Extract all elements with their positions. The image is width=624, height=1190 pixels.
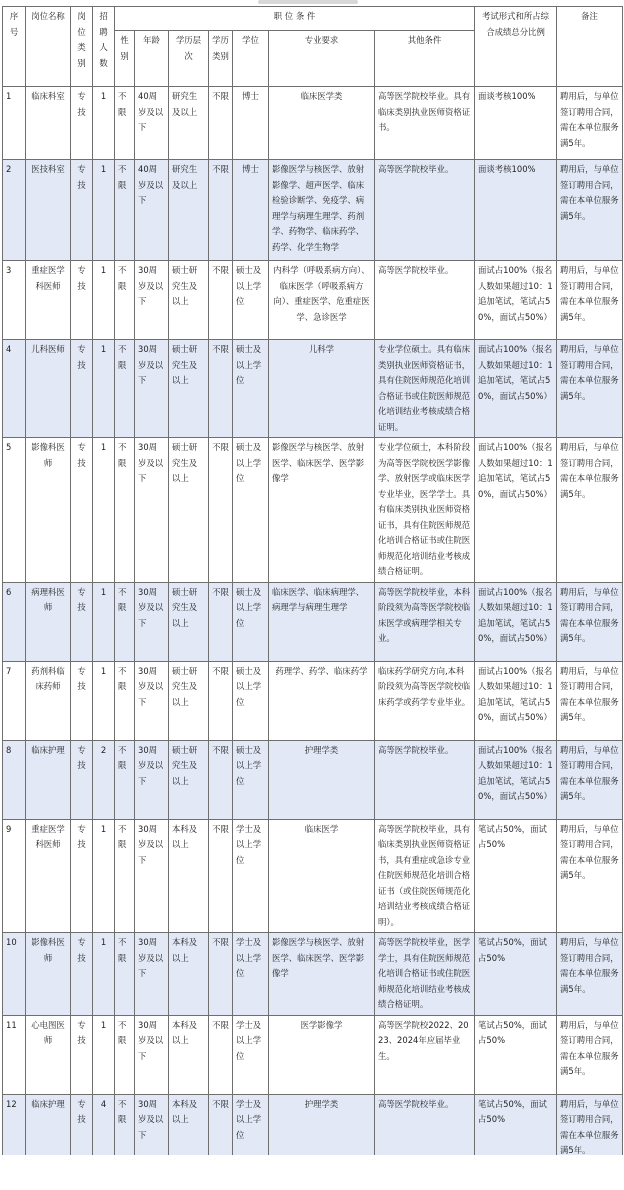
- cell-age: 30周岁及以下: [135, 261, 169, 340]
- header-remark: 备注: [557, 7, 623, 87]
- cell-seq: 8: [3, 740, 26, 819]
- cell-level: 硕士研究生及以上: [169, 438, 209, 583]
- table-row: [3, 582, 623, 661]
- table-row: [3, 661, 623, 740]
- table-row: [3, 933, 623, 1016]
- cell-degree: 博士: [233, 160, 269, 261]
- cell-remark: 聘用后，与单位签订聘用合同，需在本单位服务满5年。: [557, 1094, 623, 1167]
- cell-seq: 1: [3, 87, 26, 160]
- cell-remark: 聘用后，与单位签订聘用合同，需在本单位服务满5年。: [557, 340, 623, 438]
- cell-gender: 不限: [115, 438, 135, 583]
- cell-level: 硕士研究生及以上: [169, 740, 209, 819]
- cell-gender: 不限: [115, 1094, 135, 1167]
- table-row: [3, 1015, 623, 1094]
- cell-major: 药理学、药学、临床药学: [269, 661, 375, 740]
- cell-major: 影像医学与核医学、放射医学、临床医学、医学影像学: [269, 438, 375, 583]
- header-degree: 学位: [233, 31, 269, 87]
- cell-age: 30周岁及以下: [135, 582, 169, 661]
- table-body: [3, 87, 623, 1168]
- table-row: [3, 340, 623, 438]
- cell-type: 专技: [71, 340, 93, 438]
- table-row: [3, 819, 623, 933]
- cell-seq: 7: [3, 661, 26, 740]
- cell-age: 30周岁及以下: [135, 1015, 169, 1094]
- cell-other: 高等医学院校毕业。: [375, 160, 475, 261]
- cell-exam: 面试占100%（报名人数如果超过10：1追加笔试，笔试占50%，面试占50%）: [475, 261, 557, 340]
- cell-age: 40周岁及以下: [135, 160, 169, 261]
- header-post-type: 岗位类别: [71, 7, 93, 87]
- cell-seq: 11: [3, 1015, 26, 1094]
- cell-gender: 不限: [115, 160, 135, 261]
- cell-edu-type: 不限: [209, 87, 233, 160]
- cell-post: 心电图医师: [26, 1015, 71, 1094]
- cell-other: 高等医学院校毕业，具有临床类别执业医师资格证书，具有重症或急诊专业住院医师规范化培训合格证书（或住院医师规范化培训结业考核成绩合格证明）。: [375, 819, 475, 933]
- cell-edu-type: 不限: [209, 661, 233, 740]
- cell-post: 临床科室: [26, 87, 71, 160]
- cell-level: 硕士研究生及以上: [169, 340, 209, 438]
- cell-major: 影像医学与核医学、放射医学、临床医学、医学影像学: [269, 933, 375, 1016]
- cell-type: 专技: [71, 87, 93, 160]
- cell-remark: 聘用后，与单位签订聘用合同，需在本单位服务满5年。: [557, 582, 623, 661]
- cell-gender: 不限: [115, 340, 135, 438]
- cell-edu-type: 不限: [209, 819, 233, 933]
- cell-exam: 面谈考核100%: [475, 160, 557, 261]
- cell-seq: 10: [3, 933, 26, 1016]
- header-exam: 考试形式和所占综合成绩总分比例: [475, 7, 557, 87]
- cell-exam: 笔试占50%，面试占50%: [475, 819, 557, 933]
- cell-count: 1: [93, 261, 115, 340]
- cell-post: 影像科医师: [26, 438, 71, 583]
- cell-edu-type: 不限: [209, 933, 233, 1016]
- cell-type: 专技: [71, 438, 93, 583]
- cell-gender: 不限: [115, 740, 135, 819]
- cell-gender: 不限: [115, 661, 135, 740]
- cell-edu-type: 不限: [209, 1015, 233, 1094]
- cell-seq: 5: [3, 438, 26, 583]
- cell-remark: 聘用后，与单位签订聘用合同，需在本单位服务满5年。: [557, 87, 623, 160]
- cell-count: 1: [93, 661, 115, 740]
- cell-degree: 硕士及以上学位: [233, 340, 269, 438]
- cell-seq: 9: [3, 819, 26, 933]
- cell-other: 高等医学院校毕业。具有临床类别执业医师资格证书。: [375, 87, 475, 160]
- cell-level: 本科及以上: [169, 1015, 209, 1094]
- cell-remark: 聘用后，与单位签订聘用合同，需在本单位服务满5年。: [557, 1015, 623, 1094]
- cell-seq: 12: [3, 1094, 26, 1167]
- cell-type: 专技: [71, 582, 93, 661]
- cell-type: 专技: [71, 1015, 93, 1094]
- cell-other: 临床药学研究方向,本科阶段须为高等医学院校临床药学或药学专业毕业。: [375, 661, 475, 740]
- cell-major: 护理学类: [269, 1094, 375, 1167]
- cell-count: 1: [93, 87, 115, 160]
- header-major: 专业要求: [269, 31, 375, 87]
- cell-major: 临床医学: [269, 819, 375, 933]
- cell-degree: 学士及以上学位: [233, 1015, 269, 1094]
- cell-major: 内科学（呼吸系病方向）、临床医学（呼吸系病方向）、重症医学、危重症医学、急诊医学: [269, 261, 375, 340]
- cell-level: 硕士研究生及以上: [169, 261, 209, 340]
- cell-type: 专技: [71, 933, 93, 1016]
- recruitment-table: [2, 6, 623, 1168]
- cell-seq: 6: [3, 582, 26, 661]
- cell-post: 病理科医师: [26, 582, 71, 661]
- cell-degree: 硕士及以上学位: [233, 740, 269, 819]
- cell-post: 临床护理: [26, 1094, 71, 1167]
- cell-age: 30周岁及以下: [135, 933, 169, 1016]
- cell-remark: 聘用后，与单位签订聘用合同，需在本单位服务满5年。: [557, 740, 623, 819]
- cell-exam: 笔试占50%，面试占50%: [475, 933, 557, 1016]
- cell-major: 临床医学类: [269, 87, 375, 160]
- cell-remark: 聘用后，与单位签订聘用合同，需在本单位服务满5年。: [557, 661, 623, 740]
- header-edu-type: 学历类别: [209, 31, 233, 87]
- cell-post: 医技科室: [26, 160, 71, 261]
- cell-type: 专技: [71, 819, 93, 933]
- cell-level: 本科及以上: [169, 819, 209, 933]
- header-conditions-group: 职 位 条 件: [115, 7, 475, 31]
- cell-count: 1: [93, 582, 115, 661]
- cell-seq: 2: [3, 160, 26, 261]
- header-edu-level: 学历层次: [169, 31, 209, 87]
- cell-count: 1: [93, 1015, 115, 1094]
- cell-type: 专技: [71, 661, 93, 740]
- cell-remark: 聘用后，与单位签订聘用合同，需在本单位服务满5年。: [557, 438, 623, 583]
- cell-other: 高等医学院校毕业，本科阶段须为高等医学院校临床医学或病理学相关专业。: [375, 582, 475, 661]
- cell-degree: 硕士及以上学位: [233, 661, 269, 740]
- cell-level: 硕士研究生及以上: [169, 582, 209, 661]
- cell-major: 医学影像学: [269, 1015, 375, 1094]
- cell-count: 1: [93, 819, 115, 933]
- cell-degree: 博士: [233, 87, 269, 160]
- cell-edu-type: 不限: [209, 740, 233, 819]
- cell-degree: 硕士及以上学位: [233, 438, 269, 583]
- table-row: [3, 261, 623, 340]
- cell-exam: 面试占100%（报名人数如果超过10：1追加笔试，笔试占50%，面试占50%）: [475, 582, 557, 661]
- cell-age: 30周岁及以下: [135, 1094, 169, 1167]
- cell-edu-type: 不限: [209, 340, 233, 438]
- cell-gender: 不限: [115, 261, 135, 340]
- cell-count: 4: [93, 1094, 115, 1167]
- cell-post: 临床护理: [26, 740, 71, 819]
- table-row: [3, 438, 623, 583]
- cell-gender: 不限: [115, 582, 135, 661]
- cell-degree: 学士及以上学位: [233, 933, 269, 1016]
- cell-edu-type: 不限: [209, 160, 233, 261]
- header-recruit-count: 招聘人数: [93, 7, 115, 87]
- cropped-title-remnant: [258, 0, 358, 4]
- table-header: [3, 7, 623, 87]
- cell-type: 专技: [71, 261, 93, 340]
- header-age: 年龄: [135, 31, 169, 87]
- cell-gender: 不限: [115, 87, 135, 160]
- cell-edu-type: 不限: [209, 438, 233, 583]
- cell-other: 高等医学院校毕业。: [375, 740, 475, 819]
- cell-count: 1: [93, 933, 115, 1016]
- cell-edu-type: 不限: [209, 1094, 233, 1167]
- cell-degree: 学士及以上学位: [233, 1094, 269, 1167]
- cell-count: 1: [93, 160, 115, 261]
- cell-edu-type: 不限: [209, 261, 233, 340]
- cell-degree: 学士及以上学位: [233, 819, 269, 933]
- cell-post: 影像科医师: [26, 933, 71, 1016]
- cell-exam: 面试占100%（报名人数如果超过10：1追加笔试，笔试占50%，面试占50%）: [475, 661, 557, 740]
- table-row: [3, 87, 623, 160]
- cell-post: 药剂科临床药师: [26, 661, 71, 740]
- cell-gender: 不限: [115, 1015, 135, 1094]
- cell-other: 高等医学院校毕业。: [375, 261, 475, 340]
- cell-remark: 聘用后，与单位签订聘用合同，需在本单位服务满5年。: [557, 160, 623, 261]
- cell-other: 高等医学院校毕业。: [375, 1094, 475, 1167]
- cell-exam: 面试占100%（报名人数如果超过10：1追加笔试，笔试占50%，面试占50%）: [475, 340, 557, 438]
- page-bottom-margin: [0, 1155, 624, 1190]
- cell-type: 专技: [71, 160, 93, 261]
- cell-remark: 聘用后，与单位签订聘用合同，需在本单位服务满5年。: [557, 819, 623, 933]
- cell-age: 30周岁及以下: [135, 740, 169, 819]
- cell-exam: 面谈考核100%: [475, 87, 557, 160]
- cell-exam: 面试占100%（报名人数如果超过10：1追加笔试，笔试占50%，面试占50%）: [475, 438, 557, 583]
- cell-seq: 4: [3, 340, 26, 438]
- header-other: 其他条件: [375, 31, 475, 87]
- cell-age: 40周岁及以下: [135, 87, 169, 160]
- cell-level: 本科及以上: [169, 1094, 209, 1167]
- cell-major: 儿科学: [269, 340, 375, 438]
- header-post-name: 岗位名称: [26, 7, 71, 87]
- cell-other: 高等医学院校毕业，医学学士，具有住院医师规范化培训合格证书或住院医师规范化培训结业考核成绩合格证明。: [375, 933, 475, 1016]
- cell-count: 1: [93, 438, 115, 583]
- cell-level: 研究生及以上: [169, 160, 209, 261]
- cell-other: 专业学位硕士，本科阶段为高等医学院校医学影像学、放射医学或临床医学专业毕业，医学学士。具有临床类别执业医师资格证书，具有住院医师规范化培训合格证书或住院医师规范化培训结业考核成绩合格证明。: [375, 438, 475, 583]
- cell-level: 硕士研究生及以上: [169, 661, 209, 740]
- cell-level: 本科及以上: [169, 933, 209, 1016]
- cell-major: 临床医学、临床病理学、病理学与病理生理学: [269, 582, 375, 661]
- cell-level: 研究生及以上: [169, 87, 209, 160]
- cell-age: 30周岁及以下: [135, 819, 169, 933]
- cell-major: 影像医学与核医学、放射影像学、超声医学、临床检验诊断学、免疫学、病理学与病理生理学、药剂学、药物学、临床药学、药学、化学生物学: [269, 160, 375, 261]
- cell-degree: 硕士及以上学位: [233, 582, 269, 661]
- cell-gender: 不限: [115, 819, 135, 933]
- cell-degree: 硕士及以上学位: [233, 261, 269, 340]
- cell-post: 儿科医师: [26, 340, 71, 438]
- cell-age: 30周岁及以下: [135, 438, 169, 583]
- table-row: [3, 740, 623, 819]
- cell-post: 重症医学科医师: [26, 261, 71, 340]
- cell-remark: 聘用后，与单位签订聘用合同，需在本单位服务满5年。: [557, 261, 623, 340]
- cell-seq: 3: [3, 261, 26, 340]
- cell-type: 专技: [71, 740, 93, 819]
- cell-remark: 聘用后，与单位签订聘用合同，需在本单位服务满5年。: [557, 933, 623, 1016]
- cell-exam: 笔试占50%，面试占50%: [475, 1015, 557, 1094]
- cell-age: 30周岁及以下: [135, 661, 169, 740]
- cell-other: 专业学位硕士。具有临床类别执业医师资格证书，具有住院医师规范化培训合格证书或住院医师规范化培训结业考核成绩合格证明。: [375, 340, 475, 438]
- cell-type: 专技: [71, 1094, 93, 1167]
- table-row: [3, 160, 623, 261]
- cell-post: 重症医学科医师: [26, 819, 71, 933]
- cell-count: 2: [93, 740, 115, 819]
- cell-other: 高等医学院校2022、2023、2024年应届毕业生。: [375, 1015, 475, 1094]
- cell-age: 30周岁及以下: [135, 340, 169, 438]
- cell-count: 1: [93, 340, 115, 438]
- cell-exam: 面试占100%（报名人数如果超过10：1追加笔试，笔试占50%，面试占50%）: [475, 740, 557, 819]
- cell-gender: 不限: [115, 933, 135, 1016]
- header-gender: 性别: [115, 31, 135, 87]
- cell-edu-type: 不限: [209, 582, 233, 661]
- cell-exam: 笔试占50%，面试占50%: [475, 1094, 557, 1167]
- header-seq: 序号: [3, 7, 26, 87]
- cell-major: 护理学类: [269, 740, 375, 819]
